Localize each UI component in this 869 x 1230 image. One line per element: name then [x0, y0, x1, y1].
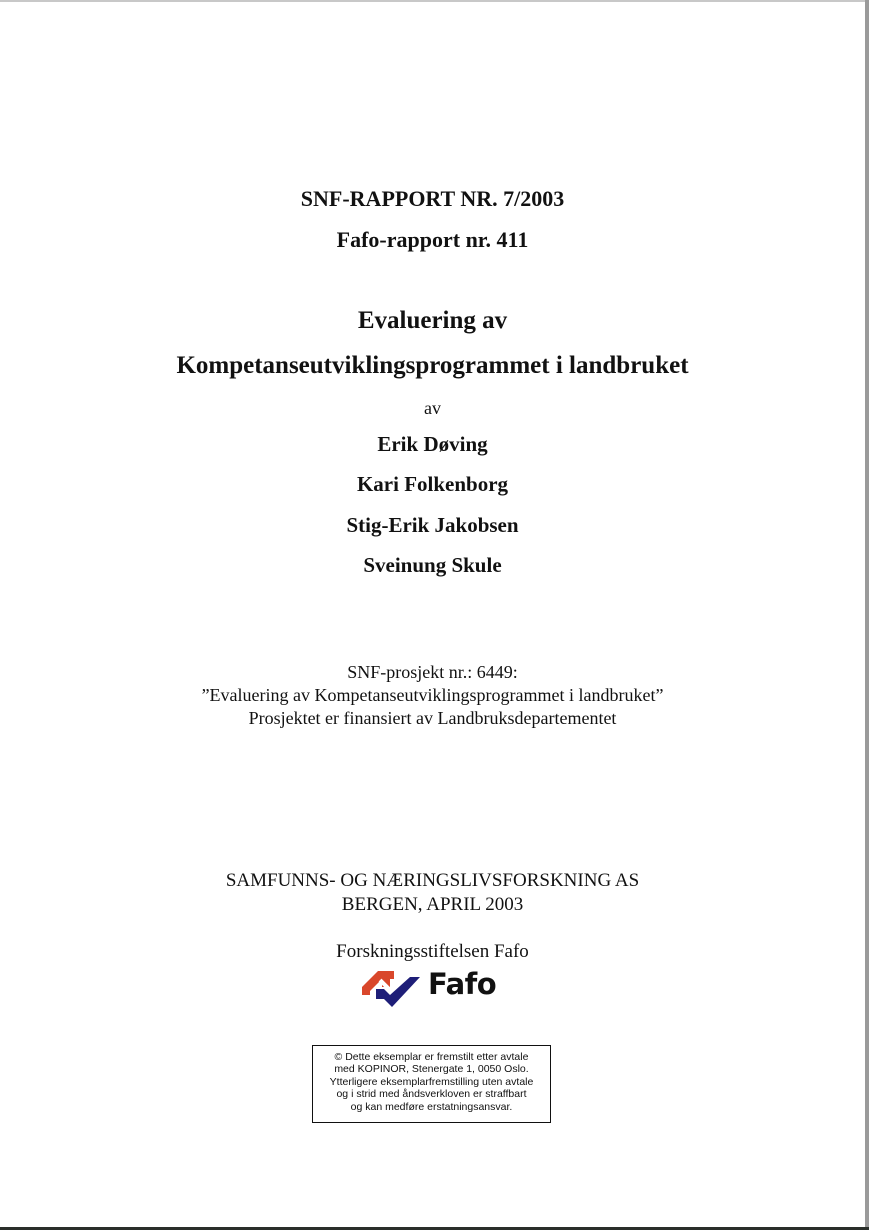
copyright-line: Ytterligere eksemplarfremstilling uten avtale: [329, 1075, 534, 1088]
author: Sveinung Skule: [363, 553, 502, 577]
place-date: BERGEN, APRIL 2003: [341, 894, 524, 915]
copyright-line: med KOPINOR, Stenergate 1, 0050 Oslo.: [334, 1063, 529, 1076]
fafo-logo-text: Fafo: [428, 967, 497, 1001]
fafo-logo-icon: [360, 965, 424, 1011]
author: Stig-Erik Jakobsen: [346, 513, 519, 537]
by-label: av: [424, 398, 441, 418]
report-number: SNF-RAPPORT NR. 7/2003: [300, 186, 565, 211]
fafo-logo: [360, 965, 500, 1011]
copyright-notice: [312, 1045, 551, 1123]
title-line-1: Evaluering av: [357, 307, 508, 334]
title-line-2: Kompetanseutviklingsprogrammet i landbruket: [176, 352, 689, 379]
copyright-line: © Dette eksemplar er fremstilt etter avtale: [334, 1051, 529, 1063]
page-edge-right: [865, 0, 869, 1230]
fafo-foundation: Forskningsstiftelsen Fafo: [336, 941, 529, 962]
project-title: ”Evaluering av Kompetanseutviklingsprogrammet i landbruket”: [201, 685, 664, 705]
project-funding: Prosjektet er finansiert av Landbruksdepartementet: [248, 708, 617, 728]
author: Kari Folkenborg: [356, 472, 509, 496]
institution-name: SAMFUNNS- OG NÆRINGSLIVSFORSKNING AS: [225, 870, 640, 891]
copyright-line: og kan medføre erstatningsansvar.: [350, 1100, 513, 1113]
author: Erik Døving: [377, 432, 488, 456]
project-number: SNF-prosjekt nr.: 6449:: [347, 662, 518, 682]
copyright-line: og i strid med åndsverkloven er straffbart: [336, 1088, 527, 1101]
fafo-report-number: Fafo-rapport nr. 411: [336, 227, 529, 252]
